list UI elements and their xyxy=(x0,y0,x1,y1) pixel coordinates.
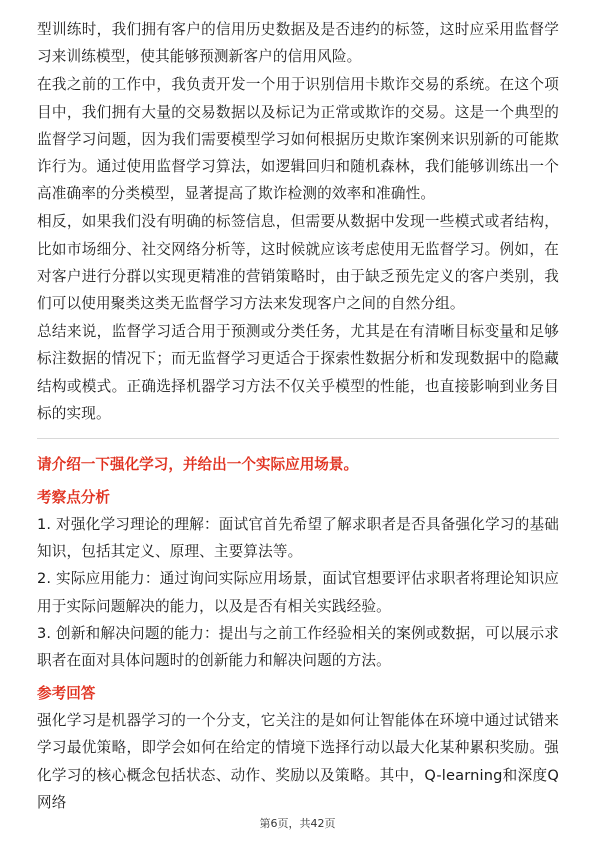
paragraph-credit-model: 型训练时，我们拥有客户的信用历史数据及是否违约的标签，这时应采用监督学习来训练模型，使其能够预测新客户的信用风险。 xyxy=(37,21,559,66)
paragraph-summary: 总结来说，监督学习适合用于预测或分类任务，尤其是在有清晰目标变量和足够标注数据的情况下；而无监督学习更适合于探索性数据分析和发现数据中的隐藏结构或模式。正确选择机器学习方法不仅关乎模型的性能，也直接影响到业务目标的实现。 xyxy=(37,323,559,422)
page-number: 第6页，共42页 xyxy=(259,817,336,830)
answer-heading: 参考回答 xyxy=(37,685,96,703)
paragraph-unsupervised: 相反，如果我们没有明确的标签信息，但需要从数据中发现一些模式或者结构，比如市场细分、社交网络分析等，这时候就应该考虑使用无监督学习。例如，在对客户进行分群以实现更精准的营销策略时，由于缺乏预先定义的客户类别，我们可以使用聚类这类无监督学习方法来发现客户之间的自然分组。 xyxy=(37,213,559,313)
analysis-heading: 考察点分析 xyxy=(37,489,110,507)
answer-text: 强化学习是机器学习的一个分支，它关注的是如何让智能体在环境中通过试错来学习最优策略，即学会如何在给定的情境下选择行动以最大化某种累积奖励。强化学习的核心概念包括状态、动作、奖励以及策略。其中，Q-learning和深度Q网络 xyxy=(37,712,559,811)
analysis-item: 3. 创新和解决问题的能力：提出与之前工作经验相关的案例或数据，可以展示求职者在面对具体问题时的创新能力和解决问题的方法。 xyxy=(37,624,559,670)
paragraph-fraud-project: 在我之前的工作中，我负责开发一个用于识别信用卡欺诈交易的系统。在这个项目中，我们拥有大量的交易数据以及标记为正常或欺诈的交易。这是一个典型的监督学习问题，因为我们需要模型学习如何根据历史欺诈案例来识别新的可能欺诈行为。通过使用监督学习算法，如逻辑回归和随机森林，我们能够训练出一个高准确率的分类模型，显著提高了欺诈检测的效率和准确性。 xyxy=(37,76,559,203)
question-title: 请介绍一下强化学习，并给出一个实际应用场景。 xyxy=(37,456,359,474)
analysis-item: 1. 对强化学习理论的理解：面试官首先希望了解求职者是否具备强化学习的基础知识，包括其定义、原理、主要算法等。 xyxy=(37,516,559,561)
document-page xyxy=(37,16,559,816)
analysis-item: 2. 实际应用能力：通过询问实际应用场景，面试官想要评估求职者将理论知识应用于实际问题解决的能力，以及是否有相关实践经验。 xyxy=(37,570,559,615)
section-divider xyxy=(37,438,559,439)
